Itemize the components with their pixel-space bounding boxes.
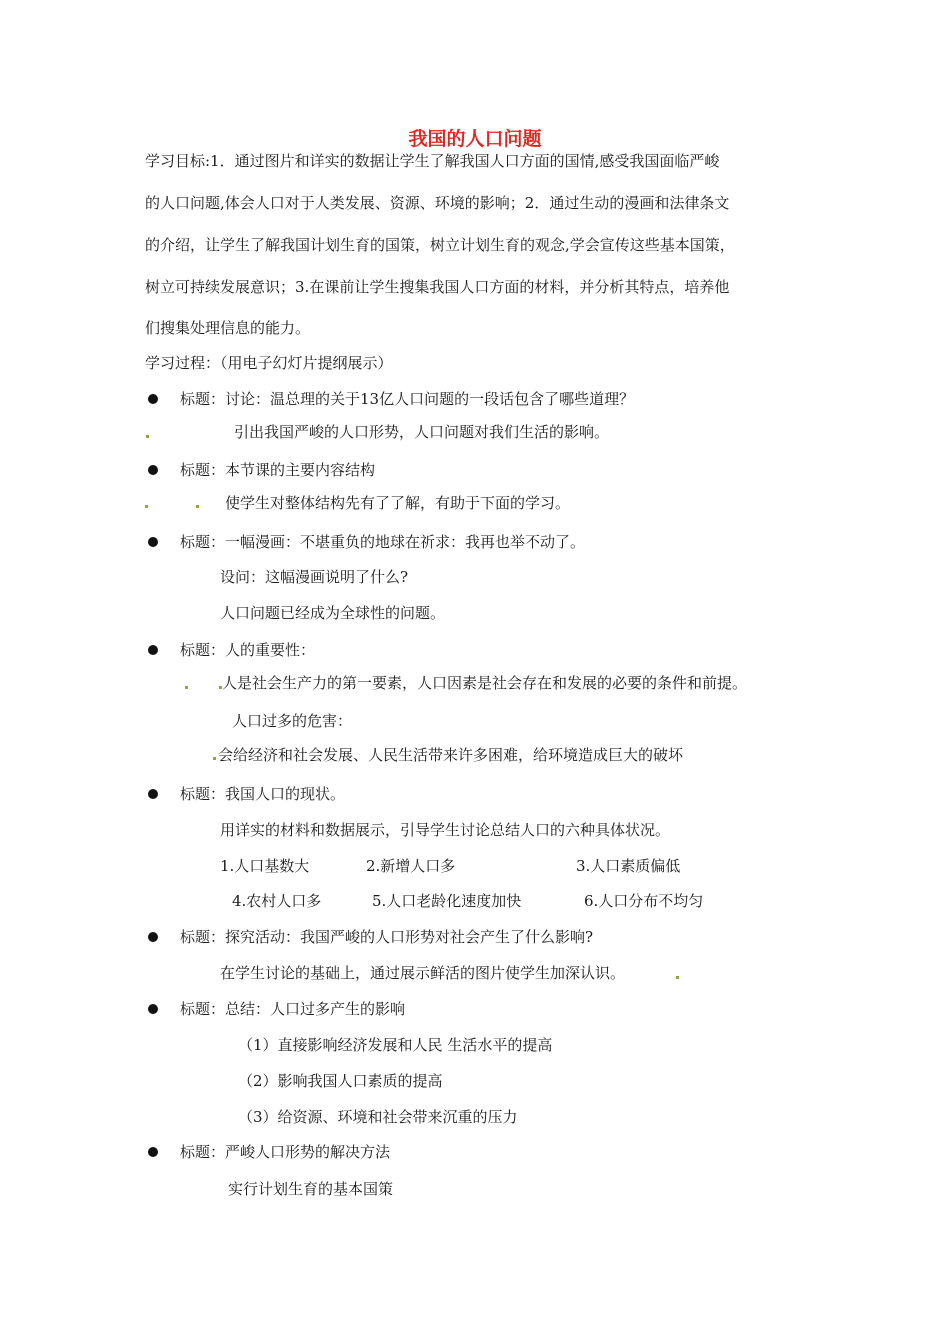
objectives-line-3: 的介绍，让学生了解我国计划生育的国策，树立计划生育的观念,学会宣传这些基本国策， bbox=[145, 236, 735, 254]
objectives-line-1: 学习目标:1．通过图片和详实的数据让学生了解我国人口方面的国情,感受我国面临严峻 bbox=[145, 152, 720, 170]
scan-mark bbox=[196, 505, 199, 508]
status-item-6: 6.人口分布不均匀 bbox=[584, 892, 704, 910]
bullet-icon bbox=[148, 645, 158, 655]
section-8-heading: 标题：严峻人口形势的解决方法 bbox=[180, 1143, 391, 1161]
status-item-4: 4.农村人口多 bbox=[232, 892, 322, 910]
section-4-heading: 标题：人的重要性： bbox=[180, 641, 316, 659]
section-4-line-3: 会给经济和社会发展、人民生活带来许多困难，给环境造成巨大的破坏 bbox=[218, 746, 684, 764]
section-7-heading: 标题：总结：人口过多产生的影响 bbox=[180, 1000, 406, 1018]
bullet-icon bbox=[148, 394, 158, 404]
bullet-icon bbox=[148, 537, 158, 547]
section-8-line-1: 实行计划生育的基本国策 bbox=[228, 1180, 394, 1198]
section-1-line-1: 引出我国严峻的人口形势，人口问题对我们生活的影响。 bbox=[234, 423, 610, 441]
bullet-icon bbox=[148, 932, 158, 942]
status-item-5: 5.人口老龄化速度加快 bbox=[372, 892, 522, 910]
scan-mark bbox=[146, 435, 149, 438]
bullet-icon bbox=[148, 1147, 158, 1157]
status-item-2: 2.新增人口多 bbox=[366, 857, 456, 875]
objectives-line-5: 们搜集处理信息的能力。 bbox=[145, 319, 311, 337]
bullet-icon bbox=[148, 789, 158, 799]
section-2-line-1: 使学生对整体结构先有了了解，有助于下面的学习。 bbox=[225, 494, 571, 512]
scan-mark bbox=[185, 686, 188, 689]
scan-mark bbox=[676, 976, 679, 979]
section-5-heading: 标题：我国人口的现状。 bbox=[180, 785, 346, 803]
document-title: 我国的人口问题 bbox=[408, 128, 542, 150]
section-5-line-1: 用详实的材料和数据展示，引导学生讨论总结人口的六种具体状况。 bbox=[220, 821, 671, 839]
bullet-icon bbox=[148, 465, 158, 475]
section-6-line-1: 在学生讨论的基础上，通过展示鲜活的图片使学生加深认识。 bbox=[220, 964, 626, 982]
objectives-line-2: 的人口问题,体会人口对于人类发展、资源、环境的影响；2．通过生动的漫画和法律条文 bbox=[145, 194, 730, 212]
section-1-heading: 标题：讨论：温总理的关于13亿人口问题的一段话包含了哪些道理？ bbox=[180, 390, 635, 408]
status-item-3: 3.人口素质偏低 bbox=[576, 857, 681, 875]
section-7-line-2: （2）影响我国人口素质的提高 bbox=[238, 1072, 443, 1090]
section-6-heading: 标题：探究活动：我国严峻的人口形势对社会产生了什么影响? bbox=[180, 928, 594, 946]
scan-mark bbox=[145, 505, 148, 508]
section-3-heading: 标题：一幅漫画：不堪重负的地球在祈求：我再也举不动了。 bbox=[180, 533, 586, 551]
process-heading: 学习过程：（用电子幻灯片提纲展示） bbox=[145, 354, 393, 372]
section-3-line-2: 人口问题已经成为全球性的问题。 bbox=[220, 604, 446, 622]
section-2-heading: 标题：本节课的主要内容结构 bbox=[180, 461, 376, 479]
scan-mark bbox=[213, 757, 216, 760]
bullet-icon bbox=[148, 1004, 158, 1014]
status-item-1: 1.人口基数大 bbox=[220, 857, 310, 875]
section-4-line-1: 人是社会生产力的第一要素，人口因素是社会存在和发展的必要的条件和前提。 bbox=[222, 674, 748, 692]
section-7-line-1: （1）直接影响经济发展和人民 生活水平的提高 bbox=[238, 1036, 553, 1054]
section-3-line-1: 设问：这幅漫画说明了什么? bbox=[220, 568, 409, 586]
section-7-line-3: （3）给资源、环境和社会带来沉重的压力 bbox=[238, 1108, 518, 1126]
section-4-line-2: 人口过多的危害： bbox=[232, 712, 353, 730]
objectives-line-4: 树立可持续发展意识；3.在课前让学生搜集我国人口方面的材料，并分析其特点，培养他 bbox=[145, 278, 730, 296]
